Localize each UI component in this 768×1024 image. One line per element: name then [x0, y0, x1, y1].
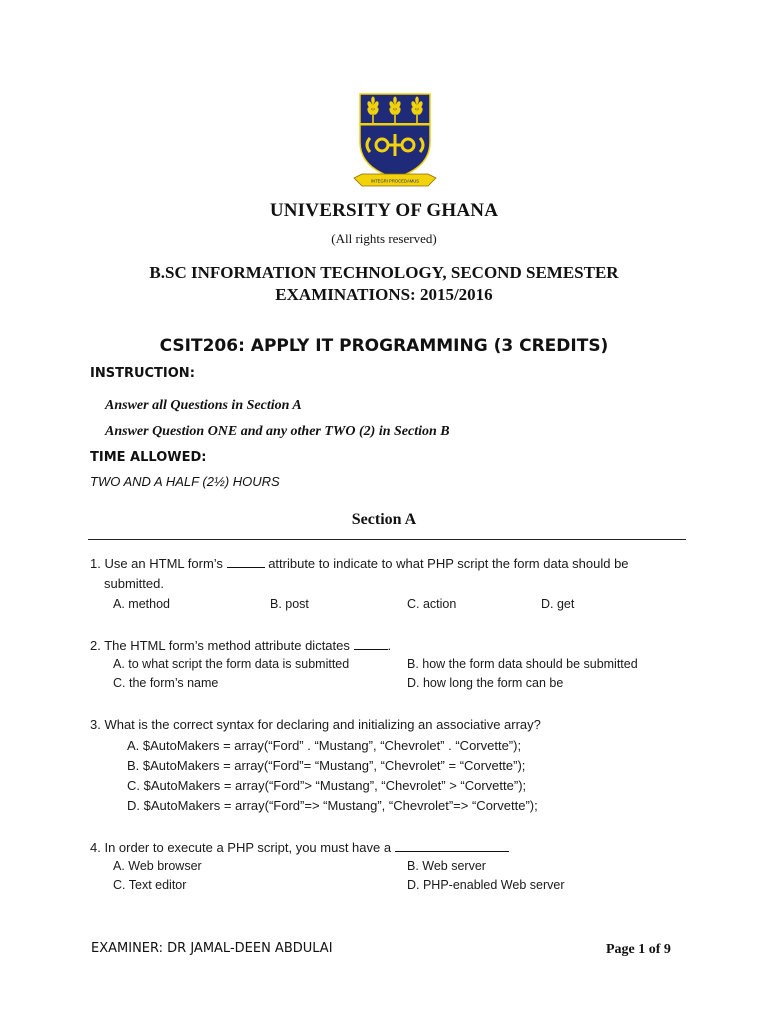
- option-4c: C. Text editor: [113, 878, 187, 892]
- question-3-stem: 3. What is the correct syntax for declaring and initializing an associative array?: [90, 717, 541, 732]
- page-number: Page 1 of 9: [606, 942, 671, 957]
- section-title: Section A: [351, 511, 417, 528]
- option-1c: C. action: [407, 597, 457, 611]
- programme-title: [0, 262, 768, 306]
- question-2-stem: 2. The HTML form’s method attribute dictates: [90, 638, 350, 653]
- option-2b: B. how the form data should be submitted: [407, 657, 638, 671]
- question-2-stem-end: .: [387, 638, 392, 653]
- question-2: [90, 636, 680, 656]
- option-3c: C. $AutoMakers = array(“Ford”> “Mustang”, “Chevrolet” > “Corvette”);: [127, 778, 527, 793]
- course-title: CSIT206: APPLY IT PROGRAMMING (3 CREDITS): [159, 336, 609, 356]
- option-2a: A. to what script the form data is submitted: [113, 657, 350, 671]
- rights-notice: (All rights reserved): [331, 231, 437, 246]
- option-3d: D. $AutoMakers = array(“Ford”=> “Mustang”, “Chevrolet”=> “Corvette”);: [127, 798, 538, 813]
- instruction-label: INSTRUCTION:: [90, 366, 195, 381]
- option-1d: D. get: [541, 597, 575, 611]
- question-4: [90, 838, 680, 858]
- answer-blank: [395, 840, 509, 852]
- option-4a: A. Web browser: [113, 859, 202, 873]
- university-crest-logo: [352, 90, 438, 192]
- programme-line-1: B.SC INFORMATION TECHNOLOGY, SECOND SEMESTER: [149, 263, 619, 282]
- instruction-line-2: Answer Question ONE and any other TWO (2) in Section B: [105, 424, 450, 439]
- answer-blank: [354, 638, 388, 650]
- question-1-stem-cont: attribute to indicate to what PHP script the form data should be: [268, 556, 629, 571]
- section-divider: [88, 539, 686, 540]
- question-1-stem-end: submitted.: [104, 576, 164, 591]
- examiner-name: EXAMINER: DR JAMAL-DEEN ABDULAI: [91, 941, 333, 956]
- option-1b: B. post: [270, 597, 309, 611]
- time-allowed-value: TWO AND A HALF (2½) HOURS: [90, 474, 280, 489]
- option-2d: D. how long the form can be: [407, 676, 564, 690]
- university-name: UNIVERSITY OF GHANA: [269, 200, 499, 221]
- crest-motto: INTEGRI PROCEDAMUS: [370, 178, 420, 184]
- instruction-line-1: Answer all Questions in Section A: [105, 398, 302, 413]
- time-allowed-label: TIME ALLOWED:: [90, 450, 207, 465]
- question-1: [90, 554, 680, 594]
- option-1a: A. method: [113, 597, 170, 611]
- answer-blank: [227, 556, 265, 568]
- option-4b: B. Web server: [407, 859, 486, 873]
- option-3a: A. $AutoMakers = array(“Ford” . “Mustang”, “Chevrolet” . “Corvette”);: [127, 738, 522, 753]
- option-4d: D. PHP-enabled Web server: [407, 878, 565, 892]
- question-4-stem: 4. In order to execute a PHP script, you must have a: [90, 840, 392, 855]
- option-3b: B. $AutoMakers = array(“Ford”= “Mustang”, “Chevrolet” = “Corvette”);: [127, 758, 526, 773]
- question-1-stem: 1. Use an HTML form’s: [90, 556, 223, 571]
- option-2c: C. the form’s name: [113, 676, 219, 690]
- programme-line-2: EXAMINATIONS: 2015/2016: [275, 285, 493, 304]
